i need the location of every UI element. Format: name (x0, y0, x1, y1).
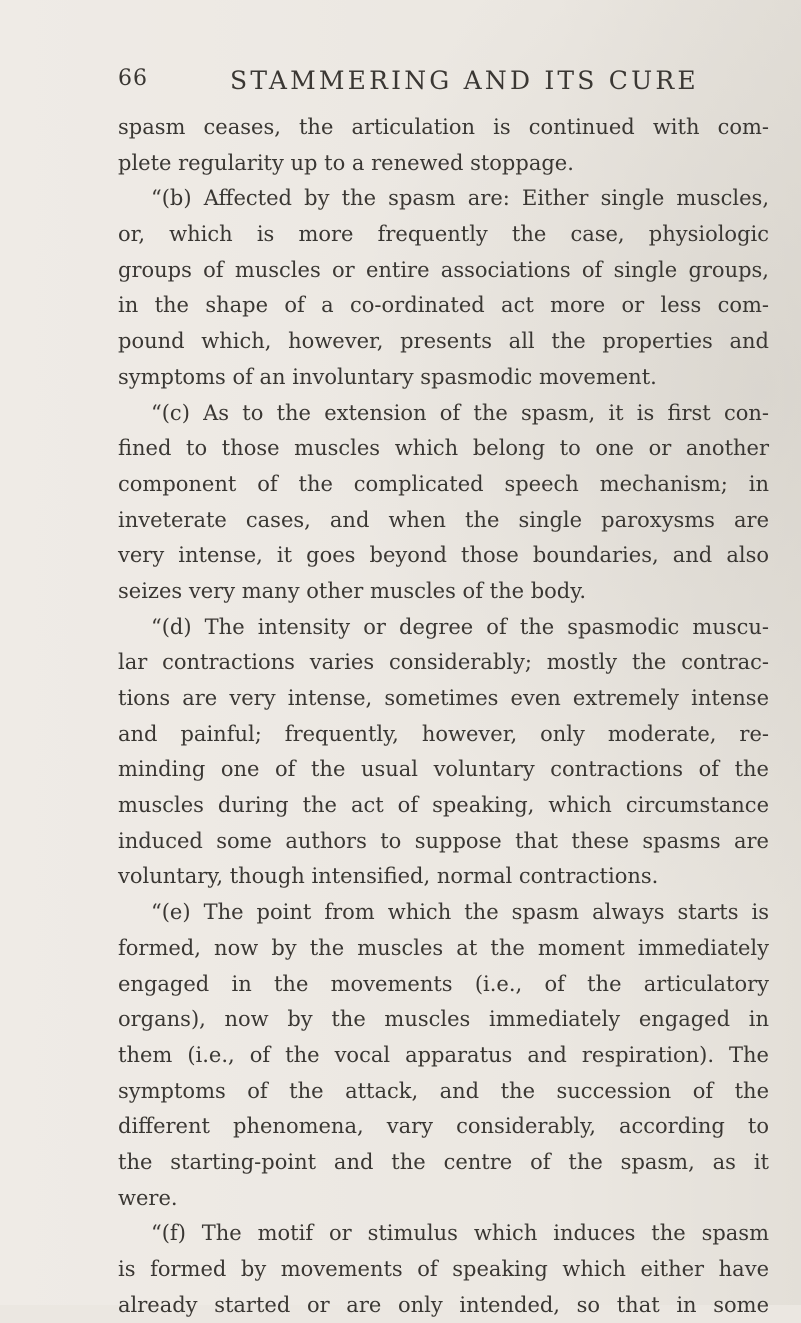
text-line: tions are very intense, sometimes even extremely intense (118, 686, 769, 710)
text-line: different phenomena, vary considerably, according to (118, 1114, 769, 1139)
text-line: is formed by movements of speaking which either have (118, 1257, 769, 1281)
text-line: very intense, it goes beyond those boundaries, and also (118, 543, 769, 568)
text-line: groups of muscles or entire associations of single groups, (118, 257, 769, 282)
text-line: voluntary, though intensified, normal contractions. (118, 864, 659, 889)
text-line: and painful; frequently, however, only moderate, re- (118, 721, 769, 746)
text-line: in the shape of a co-ordinated act more or less com- (118, 293, 769, 318)
text-line: spasm ceases, the articulation is continued with com- (118, 115, 769, 139)
text-line: induced some authors to suppose that these spasms are (118, 828, 769, 853)
text-line: formed, now by the muscles at the moment immediately (118, 935, 769, 960)
paragraph-c-start: “(c) As to the extension of the spasm, it is first con- (151, 400, 769, 425)
text-line: were. (118, 1185, 178, 1210)
text-line: component of the complicated speech mechanism; in (118, 471, 769, 496)
page-header (118, 66, 699, 106)
text-line: organs), now by the muscles immediately engaged in (118, 1007, 769, 1032)
paragraph-d-start: “(d) The intensity or degree of the spasmodic muscu- (151, 614, 769, 639)
text-line: or, which is more frequently the case, physiologic (118, 222, 769, 247)
text-line: muscles during the act of speaking, which circumstance (118, 793, 769, 818)
paragraph-f-start: “(f) The motif or stimulus which induces the spasm (151, 1221, 769, 1246)
text-line: already started or are only intended, so that in some (118, 1292, 769, 1317)
running-title: STAMMERING AND ITS CURE (230, 66, 699, 95)
text-line: pound which, however, presents all the properties and (118, 329, 769, 354)
text-line: engaged in the movements (i.e., of the articulatory (118, 971, 769, 996)
text-line: lar contractions varies considerably; mostly the contrac- (118, 650, 769, 675)
text-line: inveterate cases, and when the single paroxysms are (118, 507, 769, 532)
paragraph-b-start: “(b) Affected by the spasm are: Either single muscles, (151, 186, 769, 211)
text-line: symptoms of an involuntary spasmodic movement. (118, 364, 657, 389)
text-line: seizes very many other muscles of the body. (118, 578, 586, 603)
body-text (118, 110, 769, 1323)
text-line: symptoms of the attack, and the succession of the (118, 1078, 769, 1103)
text-line: them (i.e., of the vocal apparatus and respiration). The (118, 1042, 769, 1067)
page-number: 66 (118, 66, 148, 91)
text-line: fined to those muscles which belong to one or another (118, 436, 769, 461)
text-line: plete regularity up to a renewed stoppage. (118, 150, 574, 175)
paragraph-e-start: “(e) The point from which the spasm always starts is (151, 900, 769, 925)
text-line: minding one of the usual voluntary contractions of the (118, 757, 769, 782)
text-line: the starting-point and the centre of the spasm, as it (118, 1149, 769, 1174)
